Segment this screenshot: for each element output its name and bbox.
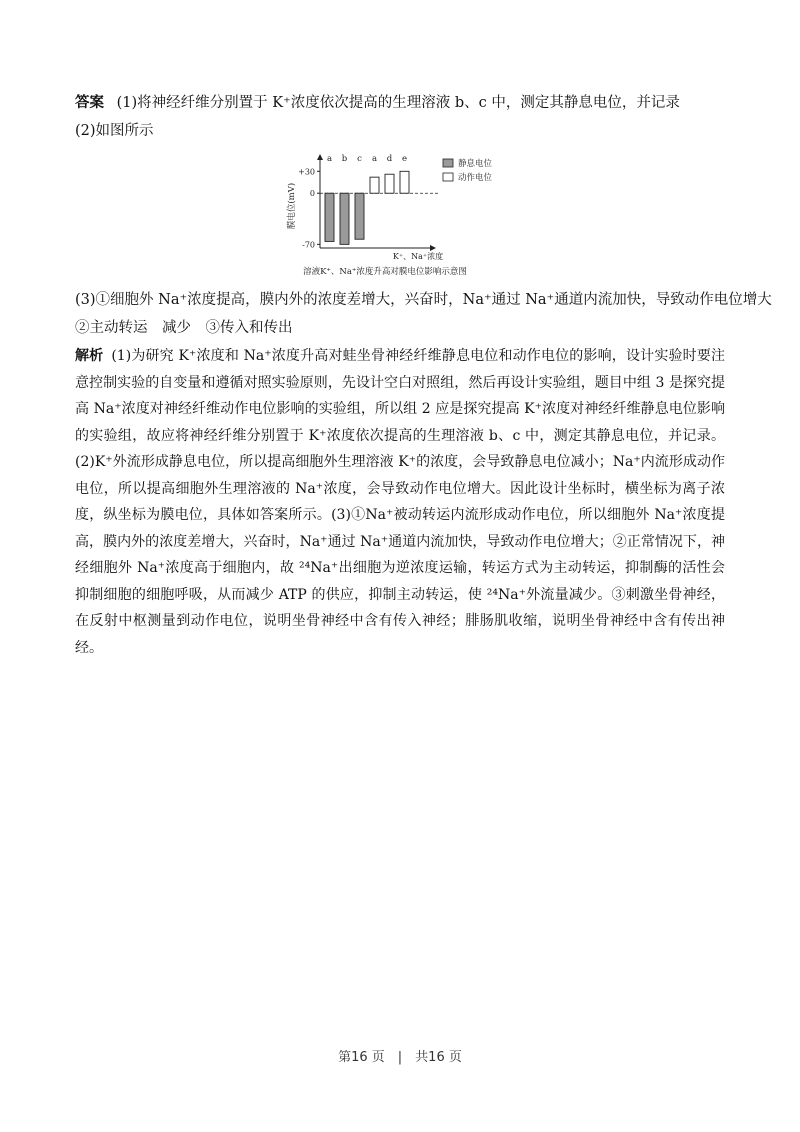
y-axis-label: 膜电位(mV)	[287, 182, 297, 230]
action-potential-bar	[370, 177, 379, 193]
analysis-text: (1)为研究 K⁺浓度和 Na⁺浓度升高对蛙坐骨神经纤维静息电位和动作电位的影响，设计实验时要注意控制实验的自变量和遵循对照实验原则，先设计空白对照组，然后再设计实验组，题目中组 3 是探究提高 Na⁺浓度对神经纤维动作电位影响的实验组，所以组 2 应是探究提高 K⁺浓度对神经纤维静息电位影响的实验组，故应将神经纤维分别置于 K⁺浓度依次提高的生理溶液 b、c 中，测定其静息电位，并记录。(2)K⁺外流形成静息电位，所以提高细胞外生理溶液 K⁺的浓度，会导致静息电位减小；Na⁺内流形成动作电位，所以提高细胞外生理溶液的 Na⁺浓度，会导致动作电位增大。因此设计坐标时，横坐标为离子浓度，纵坐标为膜电位，具体如答案所示。(3)①Na⁺被动转运内流形成动作电位，所以细胞外 Na⁺浓度提高，膜内外的浓度差增大，兴奋时，Na⁺通过 Na⁺通道内流加快，导致动作电位增大；②正常情况下，神经细胞外 Na⁺浓度高于细胞内，故 ²⁴Na⁺出细胞为逆浓度运输，转运方式为主动转运，抑制酶的活性会抑制细胞的细胞呼吸，从而减少 ATP 的供应，抑制主动转运，使 ²⁴Na⁺外流量减少。③刺激坐骨神经，在反射中枢测量到动作电位，说明坐骨神经中含有传入神经；腓肠肌收缩，说明坐骨神经中含有传出神经。	[75, 348, 725, 656]
action-potential-bar	[385, 174, 394, 193]
answer-part3-line2: ②主动转运 减少 ③传入和传出	[75, 320, 293, 336]
x-axis-label: K⁺、Na⁺浓度	[392, 252, 444, 261]
membrane-potential-chart	[280, 148, 520, 288]
legend-swatch-action	[443, 173, 453, 181]
legend-label: 动作电位	[458, 173, 493, 183]
resting-potential-bar	[355, 193, 364, 239]
y-tick-label: +30	[298, 167, 315, 177]
chart-axes	[317, 154, 440, 251]
resting-potential-bar	[340, 193, 349, 244]
chart-bars	[325, 171, 409, 244]
legend-swatch-resting	[443, 159, 453, 167]
y-axis-arrow	[317, 154, 323, 160]
category-label: b	[341, 154, 348, 164]
category-label: e	[401, 154, 408, 164]
analysis-paragraph	[75, 343, 725, 661]
chart-labels	[286, 154, 467, 277]
category-label: c	[357, 154, 362, 164]
y-tick-label: -70	[302, 240, 315, 250]
analysis-label: 解析	[75, 348, 104, 364]
category-label: a	[326, 154, 333, 164]
resting-potential-bar	[325, 193, 334, 241]
answer-part1-line	[75, 93, 680, 113]
chart-legend	[443, 158, 493, 183]
chart-caption: 溶液K⁺、Na⁺浓度升高对膜电位影响示意图	[303, 267, 467, 277]
category-label: a	[371, 154, 378, 164]
answer-label: 答案	[75, 95, 104, 111]
legend-label: 静息电位	[458, 159, 493, 169]
x-axis-arrow	[430, 245, 436, 251]
answer-part1: (1)将神经纤维分别置于 K⁺浓度依次提高的生理溶液 b、c 中，测定其静息电位，并记录	[116, 95, 680, 111]
page-footer: 第16 页 | 共16 页	[338, 1050, 462, 1065]
category-label: d	[386, 154, 393, 164]
action-potential-bar	[400, 171, 409, 193]
y-tick-label: 0	[309, 189, 315, 199]
answer-part3-line1: (3)①细胞外 Na⁺浓度提高，膜内外的浓度差增大，兴奋时，Na⁺通过 Na⁺通道内流加快，导致动作电位增大	[75, 292, 772, 308]
answer-part2: (2)如图所示	[75, 123, 154, 139]
